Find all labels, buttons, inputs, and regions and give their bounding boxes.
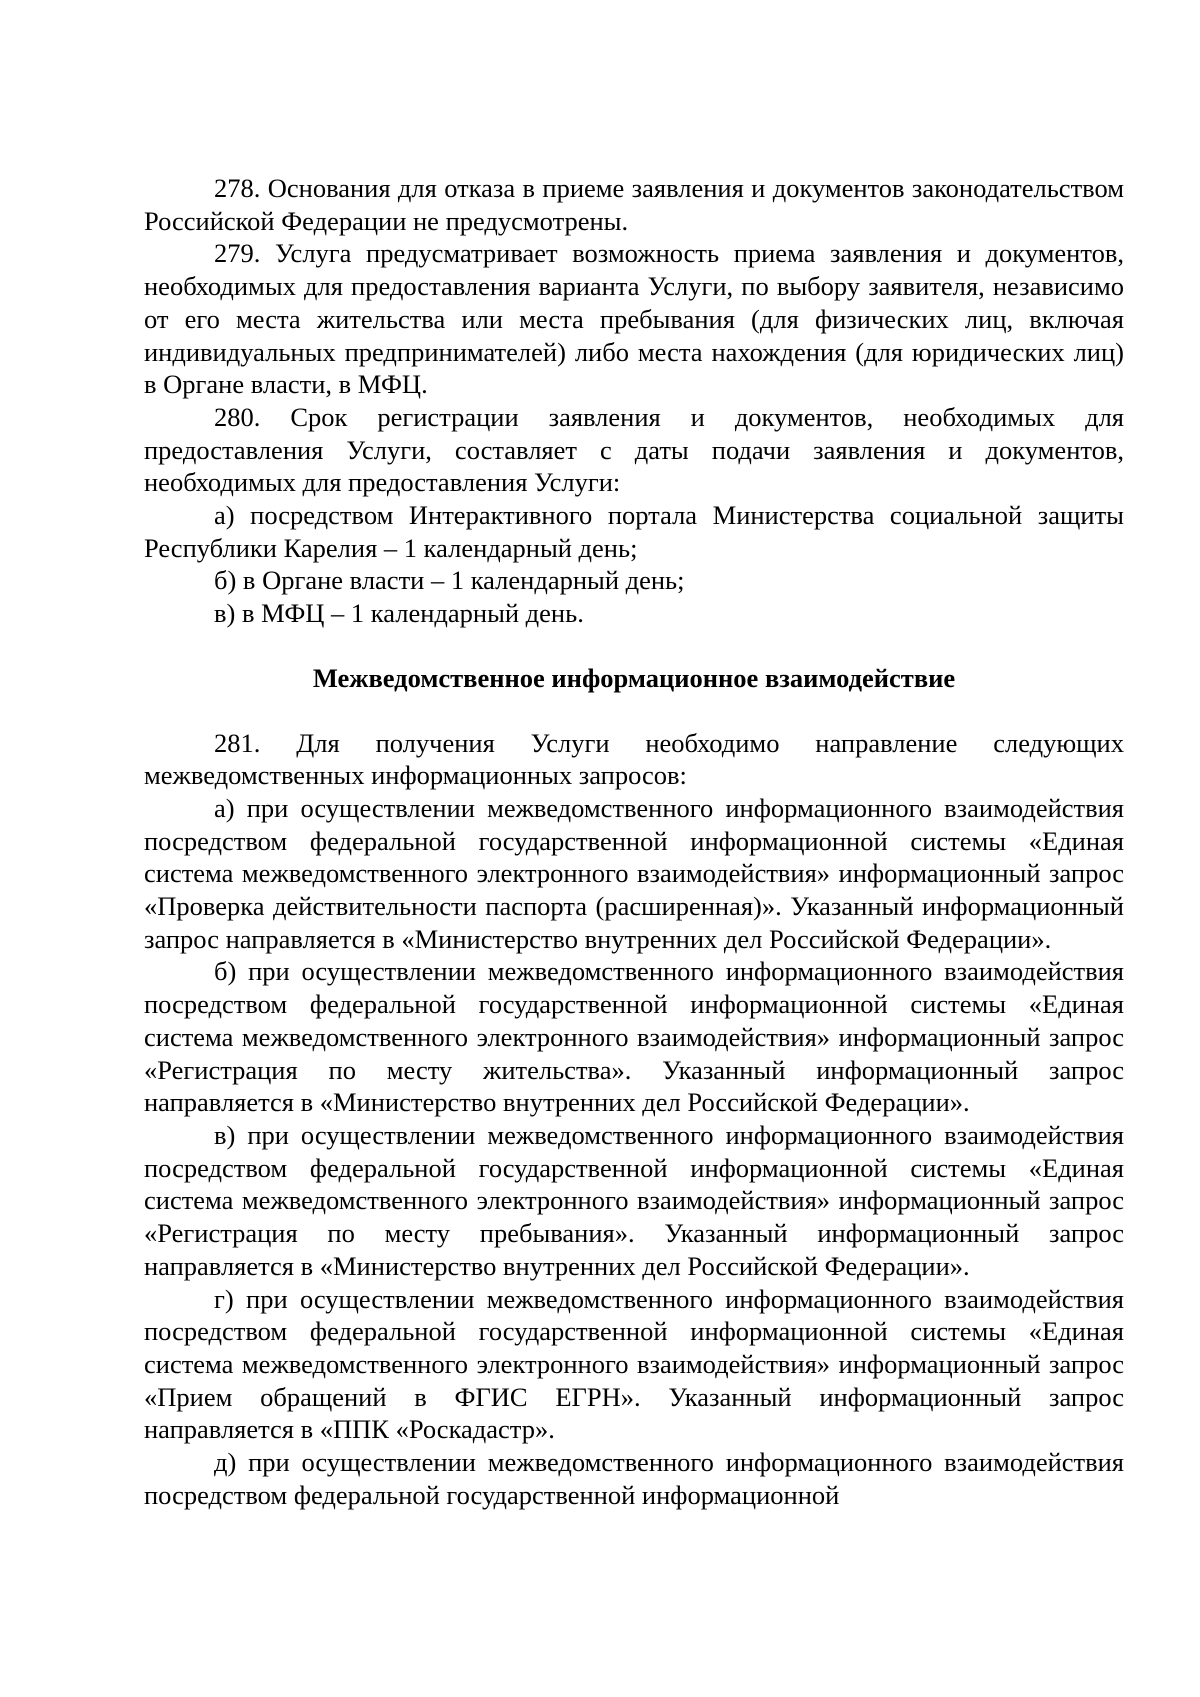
paragraph-281-d: г) при осуществлении межведомственного информационного взаимодействия посредством федеральной государственной информационной системы «Единая система межведомственного электронного взаимодействия» информационный запрос «Прием обращений в ФГИС ЕГРН». Указанный информационный запрос направляется в «ППК «Роскадастр».: [144, 1283, 1124, 1445]
paragraph-280-a: а) посредством Интерактивного портала Министерства социальной защиты Республики Карелия – 1 календарный день;: [144, 500, 1124, 563]
document-page: [144, 172, 1124, 1511]
paragraph-281-c: в) при осуществлении межведомственного информационного взаимодействия посредством федеральной государственной информационной системы «Единая система межведомственного электронного взаимодействия» информационный запрос «Регистрация по месту пребывания». Указанный информационный запрос направляется в «Министерство внутренних дел Российской Федерации».: [144, 1119, 1124, 1281]
paragraph-280-b: б) в Органе власти – 1 календарный день;: [214, 565, 685, 596]
paragraph-281: 281. Для получения Услуги необходимо направление следующих межведомственных информационных запросов:: [144, 727, 1124, 791]
paragraph-281-e: д) при осуществлении межведомственного информационного взаимодействия посредством федеральной государственной информационной: [144, 1447, 1124, 1510]
paragraph-279: 279. Услуга предусматривает возможность приема заявления и документов, необходимых для предоставления варианта Услуги, по выбору заявителя, независимо от его места жительства или места пребывания (для физических лиц, включая индивидуальных предпринимателей) либо места нахождения (для юридических лиц) в Органе власти, в МФЦ.: [144, 238, 1124, 400]
section-heading: Межведомственное информационное взаимодействие: [312, 662, 956, 693]
paragraph-280-c: в) в МФЦ – 1 календарный день.: [214, 598, 584, 629]
paragraph-281-b: б) при осуществлении межведомственного информационного взаимодействия посредством федеральной государственной информационной системы «Единая система межведомственного электронного взаимодействия» информационный запрос «Регистрация по месту жительства». Указанный информационный запрос направляется в «Министерство внутренних дел Российской Федерации».: [144, 956, 1124, 1118]
paragraph-281-a: а) при осуществлении межведомственного информационного взаимодействия посредством федеральной государственной информационной системы «Единая система межведомственного электронного взаимодействия» информационный запрос «Проверка действительности паспорта (расширенная)». Указанный информационный запрос направляется в «Министерство внутренних дел Российской Федерации».: [144, 792, 1124, 954]
paragraph-278: 278. Основания для отказа в приеме заявления и документов законодательством Российской Федерации не предусмотрены.: [144, 173, 1124, 236]
paragraph-280: 280. Срок регистрации заявления и документов, необходимых для предоставления Услуги, составляет с даты подачи заявления и документов, необходимых для предоставления Услуги:: [144, 401, 1124, 498]
